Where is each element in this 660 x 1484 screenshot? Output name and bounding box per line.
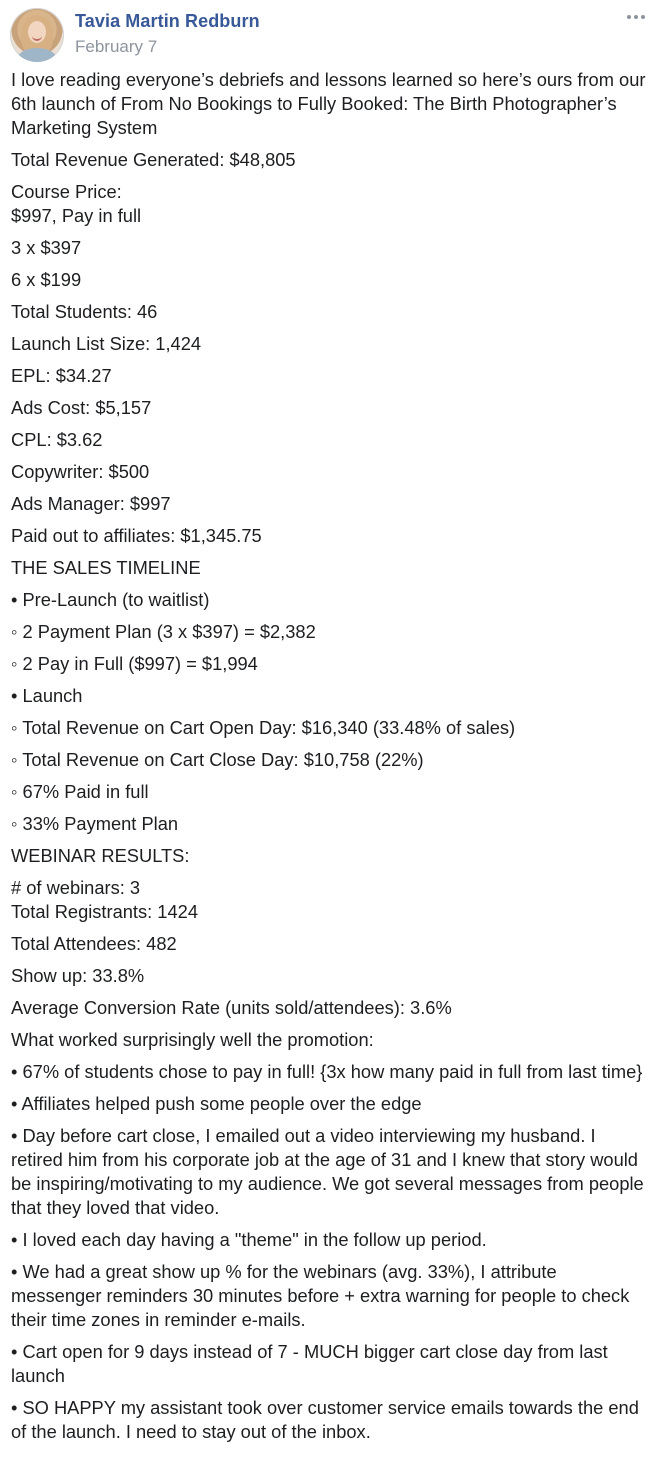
more-dot xyxy=(634,15,638,19)
avatar-shirt xyxy=(18,48,56,62)
post-paragraph: WEBINAR RESULTS: xyxy=(11,845,190,866)
post-header xyxy=(10,8,650,64)
post-paragraph: Copywriter: $500 xyxy=(11,461,150,482)
post-paragraph: ◦ 2 Payment Plan (3 x $397) = $2,382 xyxy=(11,621,316,642)
post-paragraph: THE SALES TIMELINE xyxy=(11,557,201,578)
post-paragraph: Ads Manager: $997 xyxy=(11,493,171,514)
post-paragraph: • We had a great show up % for the webinars (avg. 33%), I attribute messenger reminders 30 minutes before + extra warning for people to check their time zones in reminder e-mails. xyxy=(11,1261,630,1330)
post-paragraph: Show up: 33.8% xyxy=(11,965,145,986)
post-paragraph: I love reading everyone’s debriefs and lessons learned so here’s ours from our 6th launch of From No Bookings to Fully Booked: The Birth Photographer’s Marketing System xyxy=(11,69,646,138)
post-paragraph: Total Attendees: 482 xyxy=(11,933,177,954)
post-paragraph: Ads Cost: $5,157 xyxy=(11,397,152,418)
more-dot xyxy=(627,15,631,19)
post-date[interactable]: February 7 xyxy=(75,37,158,56)
post-paragraph: • Cart open for 9 days instead of 7 - MUCH bigger cart close day from last launch xyxy=(11,1341,608,1386)
post-paragraph: Launch List Size: 1,424 xyxy=(11,333,202,354)
post-paragraph: CPL: $3.62 xyxy=(11,429,103,450)
more-dot xyxy=(641,15,645,19)
post-body xyxy=(11,68,651,1452)
post-paragraph: • 67% of students chose to pay in full! {3x how many paid in full from last time} xyxy=(11,1061,643,1082)
post-paragraph: ◦ 33% Payment Plan xyxy=(11,813,179,834)
post-paragraph: Total Revenue Generated: $48,805 xyxy=(11,149,296,170)
post-paragraph: Average Conversion Rate (units sold/attendees): 3.6% xyxy=(11,997,452,1018)
avatar[interactable] xyxy=(10,8,64,62)
post-paragraph: • I loved each day having a "theme" in the follow up period. xyxy=(11,1229,487,1250)
post-paragraph: ◦ 67% Paid in full xyxy=(11,781,149,802)
post-paragraph: Total Students: 46 xyxy=(11,301,158,322)
post-paragraph: • Affiliates helped push some people over the edge xyxy=(11,1093,422,1114)
post-paragraph: 3 x $397 xyxy=(11,237,82,258)
post-paragraph: ◦ 2 Pay in Full ($997) = $1,994 xyxy=(11,653,258,674)
post-paragraph: • Launch xyxy=(11,685,83,706)
post-paragraph: ◦ Total Revenue on Cart Open Day: $16,340 (33.48% of sales) xyxy=(11,717,516,738)
post-paragraph: 6 x $199 xyxy=(11,269,82,290)
post-paragraph: ◦ Total Revenue on Cart Close Day: $10,758 (22%) xyxy=(11,749,424,770)
more-horizontal-icon[interactable] xyxy=(622,7,650,27)
post-paragraph: What worked surprisingly well the promotion: xyxy=(11,1029,374,1050)
post-paragraph: • Day before cart close, I emailed out a video interviewing my husband. I retired him from his corporate job at the age of 31 and I knew that story would be inspiring/motivating to my audience. We got several messages from people that they loved that video. xyxy=(11,1125,644,1218)
post-paragraph: EPL: $34.27 xyxy=(11,365,112,386)
post-paragraph: • Pre-Launch (to waitlist) xyxy=(11,589,210,610)
post-paragraph: • SO HAPPY my assistant took over customer service emails towards the end of the launch. I need to stay out of the inbox. xyxy=(11,1397,639,1442)
post-paragraph: # of webinars: 3 Total Registrants: 1424 xyxy=(11,877,198,922)
post-paragraph: Course Price: $997, Pay in full xyxy=(11,181,142,226)
author-name[interactable]: Tavia Martin Redburn xyxy=(75,11,260,31)
post-paragraph: Paid out to affiliates: $1,345.75 xyxy=(11,525,262,546)
